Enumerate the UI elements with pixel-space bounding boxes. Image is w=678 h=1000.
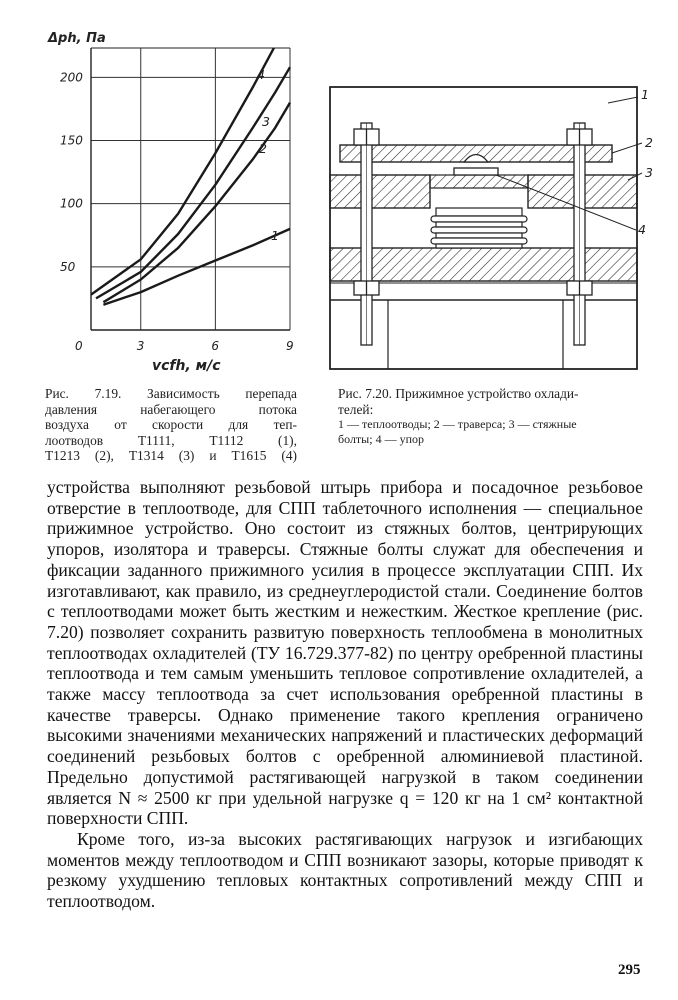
- pressure-drop-chart: [0, 0, 320, 380]
- x-tick-label: 9: [286, 339, 294, 353]
- chart-tick-labels: [60, 70, 294, 353]
- semiconductor-device: [431, 208, 527, 248]
- body-text: [47, 477, 643, 912]
- caption-line: Т1213 (2), Т1314 (3) и Т1615 (4): [45, 448, 297, 464]
- caption-line: Рис. 7.19. Зависимость перепада: [45, 386, 297, 401]
- curve-2: [103, 103, 290, 303]
- caption-line: давления набегающего потока: [45, 401, 297, 417]
- x-tick-label: 3: [136, 339, 145, 353]
- y-axis-label: Δph, Па: [48, 31, 106, 46]
- x-axis-label: vcfh, м/с: [152, 358, 221, 374]
- curve-label-1: 1: [271, 228, 279, 243]
- chart-curves: [91, 21, 290, 305]
- curve-label-3: 3: [262, 114, 270, 129]
- curve-label-2: 2: [259, 141, 267, 156]
- y-tick-label: 150: [60, 133, 83, 148]
- part-label-2: 2: [645, 135, 653, 150]
- part-label-3: 3: [645, 165, 653, 180]
- caption-line: воздуха от скорости для теп-: [45, 417, 297, 433]
- y-tick-label: 200: [60, 70, 83, 85]
- caption-line: лоотводов Т1111, Т1112 (1),: [45, 432, 297, 448]
- chart-axes: [91, 48, 290, 330]
- bottom-heatsink-plate: [330, 248, 637, 281]
- curve-3: [96, 67, 290, 298]
- chart-grid: [91, 48, 290, 330]
- y-tick-label: 50: [60, 259, 76, 274]
- paragraph: устройства выполняют резьбовой штырь прибора и посадочное резьбовое отверстие в теплоотводе, для СПП таблеточного исполнения — специальное прижимное устройство. Оно состоит из стяжных болтов, центрирующих упоров, изолятора и траверсы. Стяжные болты служат для обеспечения и фиксации заданного прижимного усилия в процессе эксплуатации СПП. Их изготавливают, как правило, из среднеуглеродистой стали. Соединение болтов с теплоотводами может быть жестким и нежестким. Жесткое крепление (рис. 7.20) позволяет сохранить развитую поверхность теплообмена в монолитных теплоотводах охладителей (ТУ 16.729.377-82) по центру оребренной пластины теплоотвода и тем самым уменьшить тепловое сопротивление охладителей, а также массу теплоотвода за счет использования оребренной пластины в качестве траверсы. Однако применение такого крепления ограничено высокими значениями механических напряжений и пластических деформаций соединений резьбовых болтов с оребренной алюминиевой пластиной. Предельно допустимой растягивающей нагрузкой в таком соединении является N ≈ 2500 кг при удельной нагрузке q = 120 кг на 1 см² контактной поверхности СПП.: [47, 477, 643, 829]
- paragraph: Кроме того, из-за высоких растягивающих нагрузок и изгибающих моментов между теплоотводом и СПП возникают зазоры, которые приводят к резкому ухудшению тепловых контактных сопротивлений между СПП и теплоотводом.: [47, 828, 643, 912]
- caption-title-line: Рис. 7.20. Прижимное устройство охлади-: [338, 386, 579, 401]
- figure-7-19-caption: [45, 386, 297, 464]
- caption-legend-line: 1 — теплоотводы; 2 — траверса; 3 — стяжные: [338, 417, 577, 432]
- heatsink-plate-left: [330, 175, 430, 208]
- part-label-4: 4: [638, 222, 646, 237]
- page-number: 295: [618, 962, 641, 978]
- curve-4: [91, 21, 290, 295]
- x-tick-label: 6: [211, 339, 220, 353]
- caption-title-line: телей:: [338, 401, 374, 417]
- clamping-device-drawing: [328, 85, 668, 375]
- y-tick-label: 100: [60, 196, 83, 211]
- part-label-1: 1: [641, 87, 649, 102]
- x-tick-label: 0: [75, 339, 83, 353]
- figure-7-20-caption: [338, 386, 648, 446]
- curve-label-4: 4: [257, 67, 265, 82]
- caption-legend-line: болты; 4 — упор: [338, 431, 424, 446]
